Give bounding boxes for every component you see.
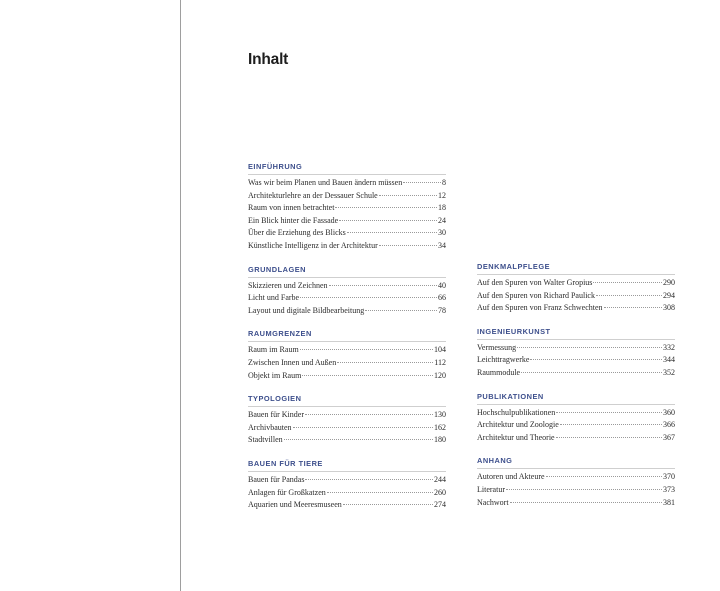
toc-left-column [248,162,446,524]
toc-entry-title: Künstliche Intelligenz in der Architektur [248,240,378,250]
toc-page-number: 294 [663,290,675,300]
toc-entry-title: Architekturlehre an der Dessauer Schule [248,190,378,200]
section-heading: PUBLIKATIONEN [477,392,675,405]
toc-page-number: 104 [434,345,446,355]
toc-entry-title: Raum von innen betrachtet [248,203,335,213]
toc-entry-title: Hochschulpublikationen [477,407,556,417]
toc-page-number: 78 [438,305,446,315]
toc-entry-title: Anlagen für Großkatzen [248,487,326,497]
page-gutter-line [180,0,181,591]
toc-entry[interactable] [248,422,446,435]
toc-page-number: 370 [663,472,675,482]
toc-entry[interactable] [248,357,446,370]
dot-leader [343,503,433,505]
toc-entry-title: Autoren und Akteure [477,472,545,482]
toc-entry[interactable] [477,342,675,355]
dot-leader [300,296,437,298]
toc-entry-title: Auf den Spuren von Walter Gropius [477,278,593,287]
dot-leader [604,306,662,308]
section-heading: INGENIEURKUNST [477,327,675,340]
toc-entry-title: Objekt im Raum [248,370,302,380]
dot-leader [329,284,437,286]
dot-leader [596,294,662,296]
toc-entry[interactable] [477,419,675,432]
toc-page-number: 367 [663,432,675,442]
toc-entry-title: Auf den Spuren von Franz Schwechten [477,303,603,313]
toc-section-publikationen [477,392,675,445]
toc-entry-title: Licht und Farbe [248,293,300,303]
toc-entry[interactable] [477,290,675,303]
toc-entry[interactable] [477,497,675,510]
toc-entry[interactable] [477,354,675,367]
toc-entry[interactable] [477,471,675,484]
toc-entry-list [248,280,446,318]
toc-entry-title: Layout und digitale Bildbearbeitung [248,305,365,315]
toc-entry-title: Vermessung [477,342,517,352]
toc-entry-title: Zwischen Innen und Außen [248,357,337,367]
toc-entry[interactable] [248,370,446,383]
dot-leader [556,436,662,438]
toc-page-number: 366 [663,420,675,430]
toc-entry[interactable] [248,305,446,318]
section-heading: RAUMGRENZEN [248,329,446,342]
section-heading: GRUNDLAGEN [248,265,446,278]
toc-page-number: 373 [663,484,675,494]
toc-entry[interactable] [248,190,446,203]
toc-entry[interactable] [248,280,446,293]
toc-page-number: 12 [438,190,446,200]
toc-page-number: 162 [434,422,446,432]
toc-entry-title: Leichttragwerke [477,355,530,365]
toc-page-number: 8 [442,178,446,187]
toc-entry[interactable] [248,215,446,228]
toc-entry-title: Auf den Spuren von Richard Paulick [477,290,595,300]
toc-entry-title: Architektur und Zoologie [477,420,559,430]
dot-leader [560,423,662,425]
toc-section-grundlagen [248,265,446,318]
toc-entry-title: Über die Erziehung des Blicks [248,228,346,238]
toc-entry[interactable] [477,302,675,315]
dot-leader [379,244,437,246]
dot-leader [506,488,662,490]
toc-entry-list [248,177,446,253]
toc-entry[interactable] [477,484,675,497]
toc-page-number: 360 [663,407,675,417]
toc-entry[interactable] [248,434,446,447]
dot-leader [556,411,662,413]
toc-section-raumgrenzen [248,329,446,382]
dot-leader [347,231,437,233]
dot-leader [302,374,433,376]
dot-leader [403,181,441,183]
toc-right-column [477,262,675,521]
dot-leader [365,309,437,311]
toc-page-number: 34 [438,240,446,250]
toc-entry[interactable] [248,409,446,422]
toc-entry-title: Ein Blick hinter die Fassade [248,215,339,225]
toc-page-number: 30 [438,228,446,238]
toc-entry-title: Architektur und Theorie [477,432,555,442]
dot-leader [517,346,662,348]
toc-entry[interactable] [248,292,446,305]
toc-entry-list [477,342,675,380]
toc-page-number: 130 [434,410,446,420]
dot-leader [379,194,437,196]
dot-leader [327,491,433,493]
toc-entry-title: Raum im Raum [248,345,299,355]
toc-page-number: 18 [438,203,446,213]
toc-entry[interactable] [248,177,446,190]
toc-section-typologien [248,394,446,447]
toc-entry-title: Literatur [477,484,505,494]
toc-entry-title: Raummodule [477,367,521,377]
dot-leader [593,281,662,283]
dot-leader [339,219,437,221]
toc-page-number: 40 [438,280,446,290]
toc-entry-title: Stadtvillen [248,435,283,445]
dot-leader [337,361,433,363]
toc-entry[interactable] [477,277,675,290]
toc-page-number: 120 [434,370,446,380]
section-heading: ANHANG [477,456,675,469]
toc-page-number: 112 [434,357,446,367]
toc-page-number: 24 [438,215,446,225]
section-heading: EINFÜHRUNG [248,162,446,175]
toc-section-einfuehrung [248,162,446,253]
toc-page-number: 344 [663,355,675,365]
toc-page-number: 274 [434,500,446,510]
toc-entry-list [477,277,675,315]
dot-leader [293,426,433,428]
toc-entry[interactable] [248,202,446,215]
toc-entry[interactable] [248,240,446,253]
toc-entry-list [477,407,675,445]
toc-entry-list [248,409,446,447]
toc-entry[interactable] [477,407,675,420]
section-heading: DENKMALPFLEGE [477,262,675,275]
toc-page-number: 332 [663,342,675,352]
dot-leader [284,438,433,440]
dot-leader [530,358,662,360]
toc-entry-list [248,344,446,382]
toc-entry-title: Skizzieren und Zeichnen [248,280,328,290]
toc-section-anhang [477,456,675,509]
toc-page-number: 381 [663,497,675,507]
toc-entry-title: Archivbauten [248,422,292,432]
dot-leader [546,475,662,477]
toc-entry[interactable] [248,499,446,512]
toc-section-bauen-fuer-tiere [248,459,446,512]
toc-entry[interactable] [477,367,675,380]
toc-page-number: 308 [663,303,675,313]
toc-page-number: 180 [434,435,446,445]
toc-page-number: 352 [663,367,675,377]
toc-page-number: 66 [438,293,446,303]
dot-leader [305,413,433,415]
page-title: Inhalt [248,51,289,69]
toc-entry[interactable] [248,474,446,487]
toc-page-number: 260 [434,487,446,497]
dot-leader [300,348,433,350]
toc-entry-title: Was wir beim Planen und Bauen ändern müssen [248,178,403,187]
toc-page-number: 290 [663,278,675,287]
toc-entry-title: Nachwort [477,497,509,507]
toc-entry-title: Bauen für Pandas [248,474,305,484]
toc-section-ingenieurkunst [477,327,675,380]
section-heading: BAUEN FÜR TIERE [248,459,446,472]
toc-entry-title: Bauen für Kinder [248,410,304,420]
toc-entry[interactable] [248,487,446,500]
toc-entry-list [477,471,675,509]
toc-entry[interactable] [248,344,446,357]
dot-leader [510,501,662,503]
dot-leader [521,371,662,373]
dot-leader [305,478,433,480]
toc-entry-list [248,474,446,512]
toc-page-number: 244 [434,474,446,484]
section-heading: TYPOLOGIEN [248,394,446,407]
toc-entry[interactable] [477,432,675,445]
toc-section-denkmalpflege [477,262,675,315]
toc-entry-title: Aquarien und Meeresmuseen [248,500,342,510]
dot-leader [335,206,437,208]
toc-entry[interactable] [248,227,446,240]
